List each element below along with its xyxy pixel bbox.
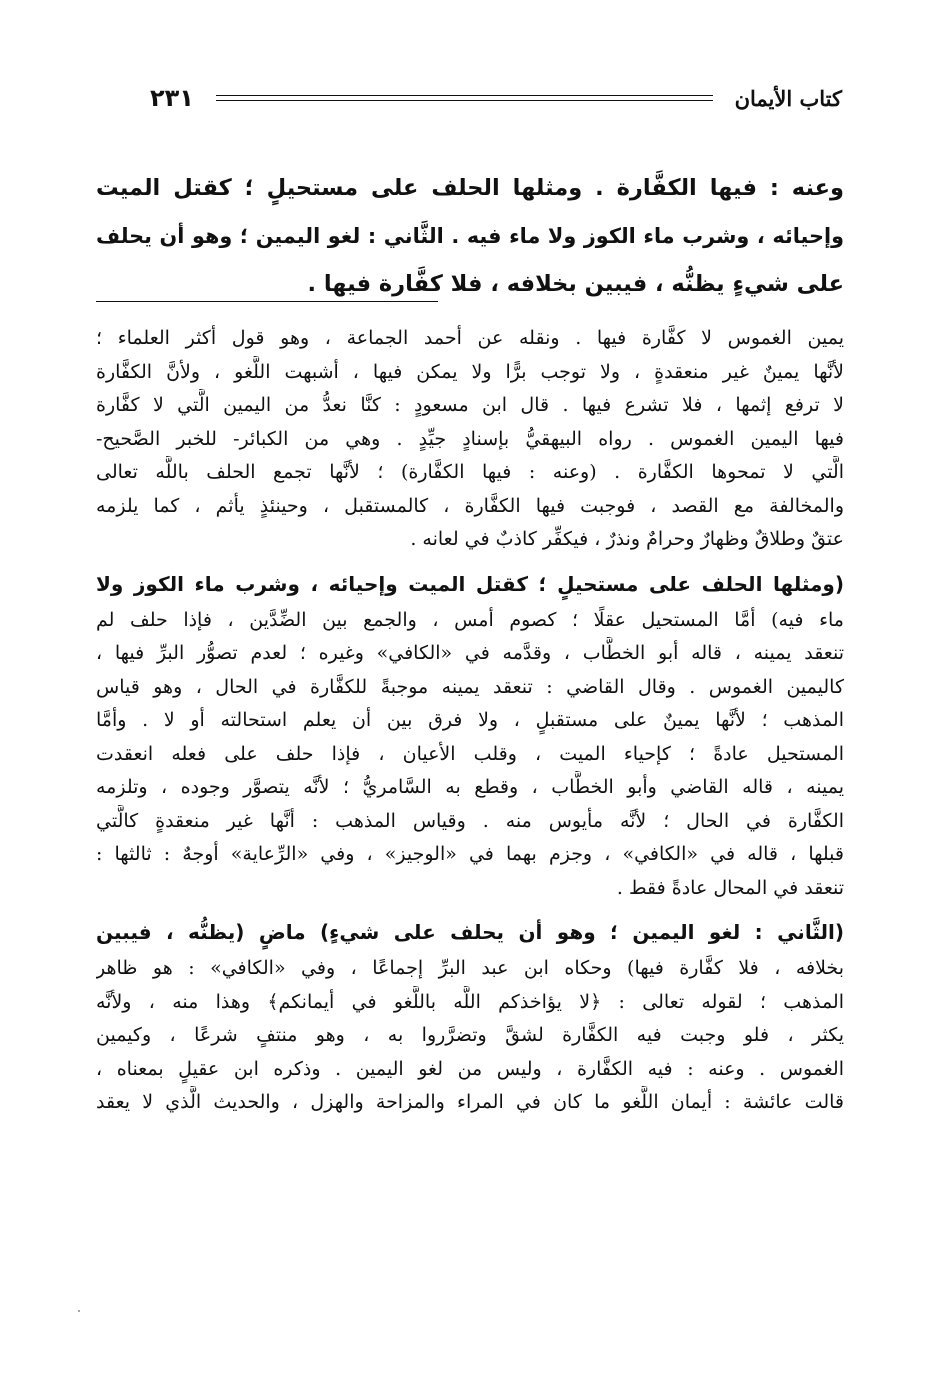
quoted-text-line: (الثَّاني : لغو اليمين ؛ وهو أن يحلف على شيءٍ) ماضٍ (يظنُّه ، فيبين	[96, 920, 844, 944]
main-text	[96, 164, 844, 308]
main-text-separator	[96, 301, 438, 302]
main-text-line: وإحيائه ، وشرب ماء الكوز ولا ماء فيه . الثَّاني : لغو اليمين ؛ وهو أن يحلف	[96, 224, 844, 248]
commentary-line: يمينه ، قاله القاضي وأبو الخطَّاب ، وقطع به السَّامريُّ ؛ لأنَّه يتصوَّر وجوده ، وتلزمه	[96, 776, 844, 798]
commentary-paragraph	[96, 912, 844, 1120]
main-text-line: وعنه : فيها الكفَّارة . ومثلها الحلف على مستحيلٍ ؛ كقتل الميت	[96, 175, 844, 201]
commentary-line: المذهب ؛ لأنَّها يمينٌ على مستقبلٍ ، ولا فرق بين أن يعلم استحالته أو لا . وأمَّا	[96, 709, 844, 731]
header-rule	[216, 95, 713, 101]
commentary-line: قبلها ، قاله في «الكافي» ، وجزم بهما في «الوجيز» ، وفي «الرِّعاية» أوجهٌ : ثالثها :	[96, 843, 844, 865]
page-number: ٢٣١	[150, 84, 194, 112]
commentary-paragraph	[96, 564, 844, 906]
commentary-line: فيها اليمين الغموس . رواه البيهقيُّ بإسنادٍ جيِّدٍ . وهي من الكبائر- للخبر الصَّحيح-	[96, 427, 844, 450]
quoted-text-line: (ومثلها الحلف على مستحيلٍ ؛ كقتل الميت وإحيائه ، وشرب ماء الكوز ولا	[96, 571, 844, 596]
page-header	[150, 78, 842, 118]
commentary-line: المذهب ؛ لقوله تعالى : ﴿لا يؤاخذكم اللَّه باللَّغو في أيمانكم﴾ وهذا منه ، ولأنَّه	[96, 990, 844, 1013]
commentary-paragraph	[96, 322, 844, 557]
commentary-line: بخلافه ، فلا كفَّارة فيها) وحكاه ابن عبد البرِّ إجماعًا ، وفي «الكافي» : هو ظاهر	[96, 957, 844, 979]
commentary-line: تنعقد يمينه ، قاله أبو الخطَّاب ، وقدَّمه في «الكافي» وغيره ؛ لعدم تصوُّر البرِّ فيها ،	[96, 642, 844, 664]
commentary-line: المستحيل عادةً ؛ كإحياء الميت ، وقلب الأعيان ، فإذا حلف على فعله انعقدت	[96, 742, 844, 765]
commentary-line: كاليمين الغموس . وقال القاضي : تنعقد يمينه موجبةً للكفَّارة في الحال ، وهو قياس	[96, 675, 844, 698]
commentary-line: عتقٌ وطلاقٌ وظهارٌ وحرامٌ ونذرٌ ، فيكفِّر كاذبٌ في لعانه .	[410, 528, 844, 550]
commentary-line: الَّتي لا تمحوها الكفَّارة . (وعنه : فيها الكفَّارة) ؛ لأنَّها تجمع الحلف باللَّه تعالى	[96, 461, 844, 483]
commentary-line: يمين الغموس لا كفَّارة فيها . ونقله عن أحمد الجماعة ، وهو قول أكثر العلماء ؛	[96, 327, 844, 349]
commentary-line: ماء فيه) أمَّا المستحيل عقلًا ؛ كصوم أمس ، والجمع بين الضِّدَّين ، فإذا حلف لم	[96, 608, 844, 631]
main-text-line: على شيءٍ يظنُّه ، فيبين بخلافه ، فلا كفَّارة فيها .	[307, 271, 844, 297]
commentary-line: يكثر ، فلو وجبت فيه الكفَّارة لشقَّ وتضرَّروا به ، وهو منتفٍ شرعًا ، وكيمين	[96, 1024, 844, 1046]
commentary-line: لا ترفع إثمها ، فلا تشرع فيها . قال ابن مسعودٍ : كنَّا نعدُّ من اليمين الَّتي لا كفَّارة	[96, 394, 844, 416]
commentary-line: لأنَّها يمينٌ غير منعقدةٍ ، ولا توجب برًّا ولا يمكن فيها ، أشبهت اللَّغو ، ولأنَّ الكفَّارة	[96, 360, 844, 383]
commentary-line: تنعقد في المحال عادةً فقط .	[616, 876, 844, 899]
commentary-line: والمخالفة مع القصد ، فوجبت فيها الكفَّارة ، كالمستقبل ، وحينئذٍ يأثم ، كما يلزمه	[96, 494, 844, 517]
commentary	[96, 322, 844, 1120]
commentary-line: الغموس . وعنه : فيه الكفَّارة ، وليس من لغو اليمين . وذكره ابن عقيلٍ بمعناه ،	[96, 1057, 844, 1080]
commentary-line: قالت عائشة : أيمان اللَّغو ما كان في المراء والمزاحة والهزل ، والحديث الَّذي لا يعقد	[96, 1091, 844, 1113]
book-title: كتاب الأيمان	[734, 85, 842, 111]
margin-mark	[78, 1310, 80, 1312]
commentary-line: الكفَّارة في الحال ؛ لأنَّه مأيوس منه . وقياس المذهب : أنَّها غير منعقدةٍ كالَّتي	[96, 809, 844, 832]
